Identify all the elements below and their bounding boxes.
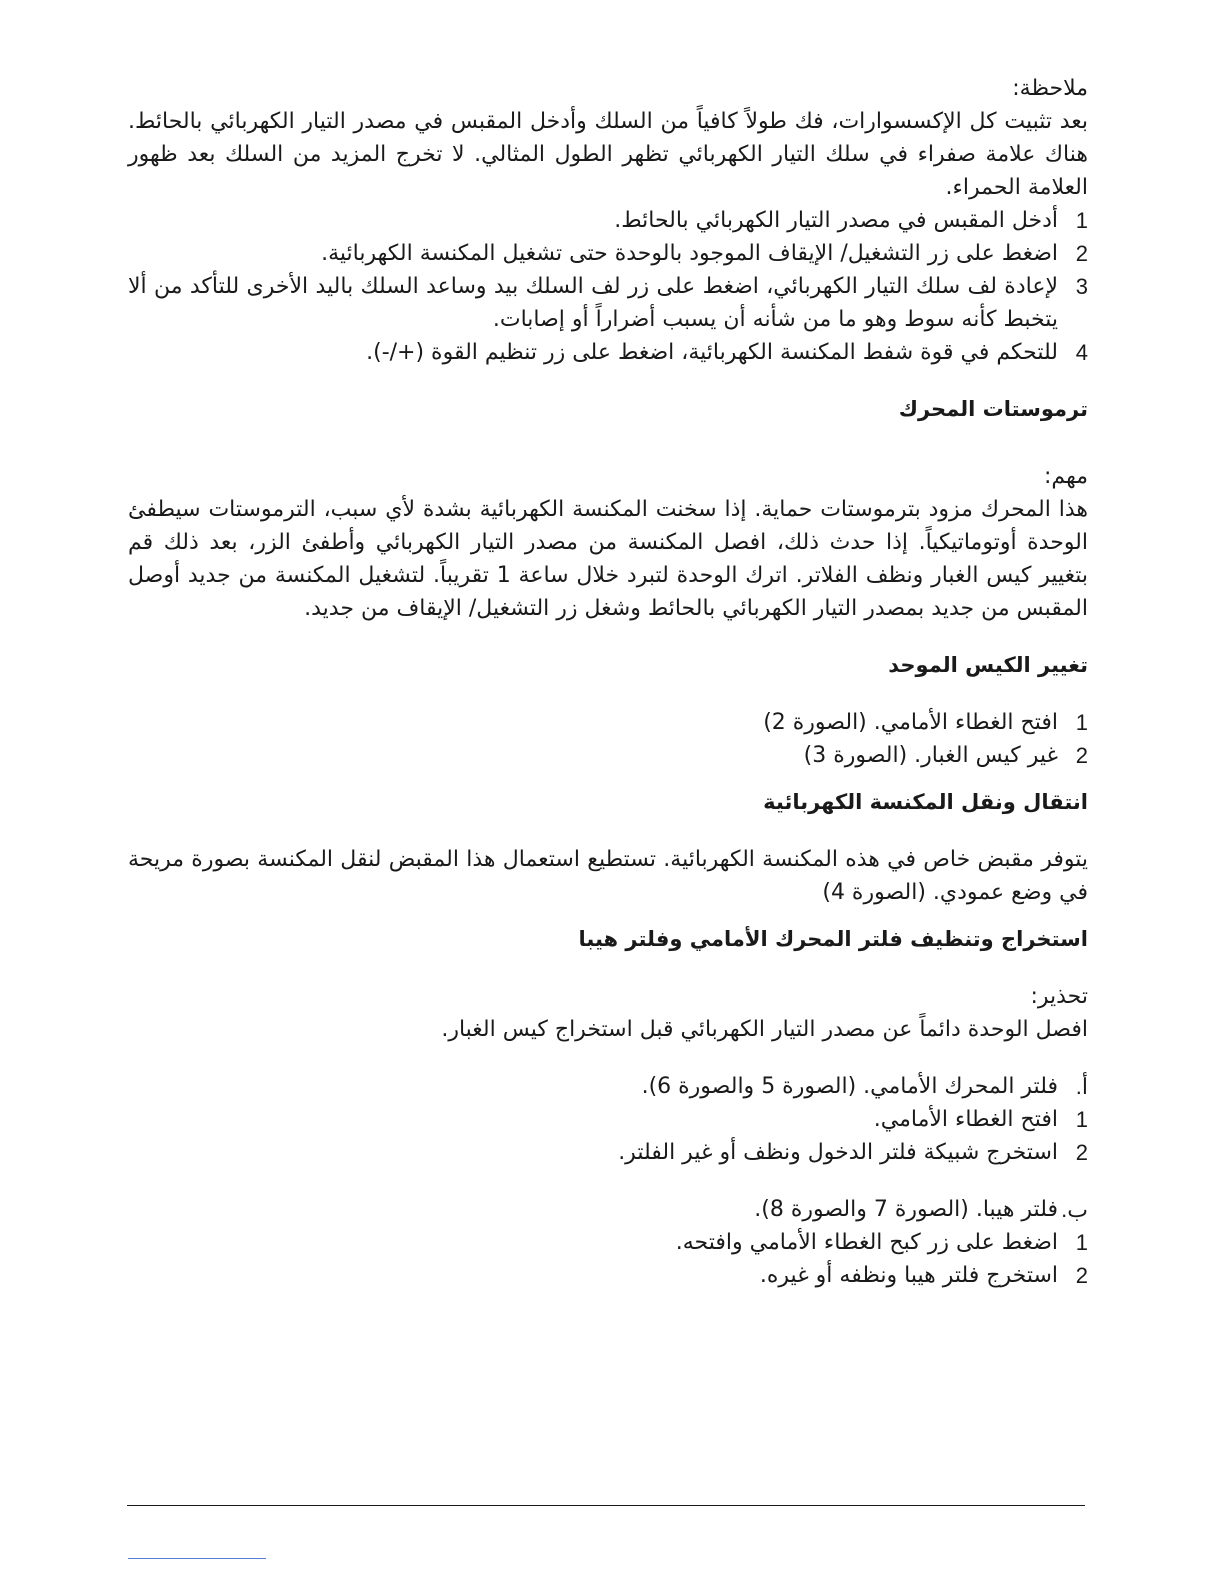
list-item [128,1259,1088,1292]
step-text: للتحكم في قوة شفط المكنسة الكهربائية، اضغط على زر تنظيم القوة (+/-). [366,340,1058,365]
note-paragraph: بعد تثبيت كل الإكسسوارات، فك طولاً كافياً من السلك وأدخل المقبس في مصدر التيار الكهربائي بالحائط. هناك علامة صفراء في سلك التيار الكهربائي تظهر الطول المثالي. لا تخرج المزيد من السلك بعد ظهور العلامة الحمراء. [128,109,1088,200]
group-letter: أ. [1075,1074,1088,1099]
step-number: 1 [1075,710,1088,735]
filter-a-list [128,1070,1088,1169]
footer-divider [127,1505,1085,1506]
warning-label: تحذير: [1030,984,1088,1009]
step-text: غير كيس الغبار. (الصورة 3) [803,743,1058,768]
group-letter: ب. [1061,1197,1088,1222]
step-text: اضغط على زر كبح الغطاء الأمامي وافتحه. [675,1230,1058,1255]
transport-paragraph: يتوفر مقبض خاص في هذه المكنسة الكهربائية. تستطيع استعمال هذا المقبض لنقل المكنسة بصورة مريحة في وضع عمودي. (الصورة 4) [128,847,1088,905]
step-number: 1 [1075,1230,1088,1255]
list-item [128,336,1088,369]
list-item [128,1070,1088,1103]
thermostats-paragraph: هذا المحرك مزود بترموستات حماية. إذا سخنت المكنسة الكهربائية بشدة لأي سبب، الترموستات سيطفئ الوحدة أوتوماتيكياً. إذا حدث ذلك، افصل المكنسة من مصدر التيار الكهربائي وأطفئ الزر، بعد ذلك قم بتغيير كيس الغبار ونظف الفلاتر. اترك الوحدة لتبرد خلال ساعة 1 تقريباً. لتشغيل المكنسة من جديد أوصل المقبس من جديد بمصدر التيار الكهربائي بالحائط وشغل زر التشغيل/ الإيقاف من جديد. [128,497,1089,621]
step-text: افتح الغطاء الأمامي. [873,1107,1058,1132]
note-steps-list [128,204,1088,369]
list-item [128,1136,1088,1169]
step-number: 1 [1075,208,1088,233]
manual-page [128,72,1088,1292]
step-number: 4 [1075,340,1088,365]
footer-link-underline [128,1558,266,1559]
step-text: افتح الغطاء الأمامي. (الصورة 2) [763,710,1058,735]
filter-b-list [128,1193,1088,1292]
filters-heading: استخراج وتنظيف فلتر المحرك الأمامي وفلتر هيبا [578,927,1088,951]
thermostats-heading: ترموستات المحرك [898,397,1088,421]
bag-heading: تغيير الكيس الموحد [888,653,1088,677]
transport-heading: انتقال ونقل المكنسة الكهربائية [763,790,1088,814]
bag-steps-list [128,706,1088,772]
list-item [128,1226,1088,1259]
list-item [128,1193,1088,1226]
step-number: 2 [1075,1263,1088,1288]
step-number: 2 [1075,241,1088,266]
step-text: أدخل المقبس في مصدر التيار الكهربائي بالحائط. [614,208,1058,233]
step-number: 1 [1075,1107,1088,1132]
important-label: مهم: [1044,464,1088,489]
group-title: فلتر هيبا. (الصورة 7 والصورة 8). [754,1197,1058,1222]
list-item [128,706,1088,739]
step-number: 3 [1075,274,1088,299]
step-text: اضغط على زر التشغيل/ الإيقاف الموجود بالوحدة حتى تشغيل المكنسة الكهربائية. [321,241,1058,266]
step-number: 2 [1075,1140,1088,1165]
list-item [128,739,1088,772]
warning-text: افصل الوحدة دائماً عن مصدر التيار الكهربائي قبل استخراج كيس الغبار. [441,1017,1088,1042]
group-title: فلتر المحرك الأمامي. (الصورة 5 والصورة 6). [641,1074,1058,1099]
step-text: لإعادة لف سلك التيار الكهربائي، اضغط على زر لف السلك بيد وساعد السلك باليد الأخرى للتأكد من ألا يتخبط كأنه سوط وهو ما من شأنه أن يسبب أضراراً أو إصابات. [128,274,1058,332]
step-text: استخرج شبيكة فلتر الدخول ونظف أو غير الفلتر. [618,1140,1058,1165]
list-item [128,270,1088,336]
note-label: ملاحظة: [1012,76,1088,101]
list-item [128,237,1088,270]
list-item [128,204,1088,237]
list-item [128,1103,1088,1136]
step-number: 2 [1075,743,1088,768]
step-text: استخرج فلتر هيبا ونظفه أو غيره. [759,1263,1058,1288]
